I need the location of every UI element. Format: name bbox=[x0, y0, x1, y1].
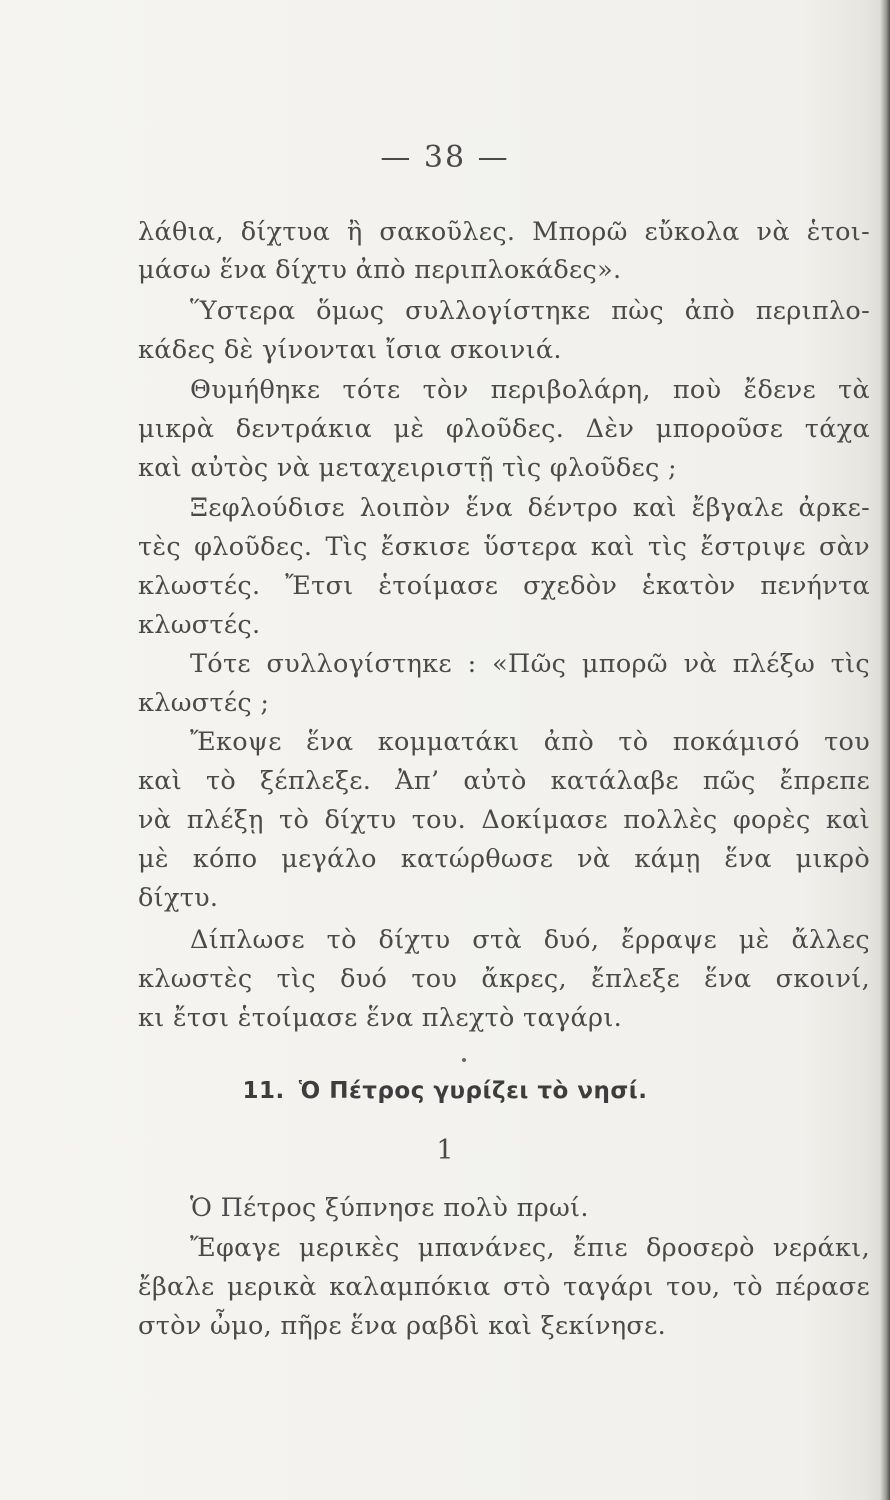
text-line: δίχτυ. bbox=[138, 883, 219, 913]
text-line: κλωστές. bbox=[138, 610, 261, 640]
text-line: κλωστές. Ἔτσι ἑτοίμασε σχεδὸν ἑκατὸν πενήντα bbox=[138, 571, 870, 601]
text-line: Δίπλωσε τὸ δίχτυ στὰ δυό, ἔρραψε μὲ ἄλλες bbox=[190, 925, 870, 955]
page-number: — 38 — bbox=[380, 140, 510, 175]
section-number: 11. bbox=[242, 1078, 285, 1104]
text-line: μάσω ἕνα δίχτυ ἀπὸ περιπλοκάδες». bbox=[138, 255, 622, 285]
text-line: τὲς φλοῦδες. Τὶς ἔσκισε ὕστερα καὶ τὶς ἔστριψε σὰν bbox=[138, 532, 870, 562]
text-line: Ὕστερα ὅμως συλλογίστηκε πὼς ἀπὸ περιπλο- bbox=[190, 296, 870, 326]
text-line: Ἔκοψε ἕνα κομματάκι ἀπὸ τὸ ποκάμισό του bbox=[190, 727, 870, 757]
text-line: στὸν ὦμο, πῆρε ἕνα ραβδὶ καὶ ξεκίνησε. bbox=[138, 1311, 667, 1341]
text-line: λάθια, δίχτυα ἢ σακοῦλες. Μπορῶ εὔκολα νὰ ἑτοι- bbox=[138, 217, 870, 247]
text-line: κλωστὲς τὶς δυό του ἄκρες, ἔπλεξε ἕνα σκοινί, bbox=[138, 964, 870, 994]
text-line: Ἔφαγε μερικὲς μπανάνες, ἔπιε δροσερὸ νεράκι, bbox=[190, 1233, 870, 1263]
text-line: νὰ πλέξῃ τὸ δίχτυ του. Δοκίμασε πολλὲς φορὲς καὶ bbox=[138, 805, 870, 835]
text-line: Ὁ Πέτρος ξύπνησε πολὺ πρωί. bbox=[190, 1193, 589, 1223]
text-line: μικρὰ δεντράκια μὲ φλοῦδες. Δὲν μποροῦσε τάχα bbox=[138, 414, 870, 444]
text-line: κλωστές ; bbox=[138, 688, 270, 718]
text-line: Θυμήθηκε τότε τὸν περιβολάρη, ποὺ ἔδενε τὰ bbox=[190, 375, 870, 405]
text-line: καὶ αὐτὸς νὰ μεταχειριστῇ τὶς φλοῦδες ; bbox=[138, 453, 677, 483]
text-line: κι ἔτσι ἑτοίμασε ἕνα πλεχτὸ ταγάρι. bbox=[138, 1003, 623, 1033]
subsection-number: 1 bbox=[436, 1135, 454, 1166]
text-line: καὶ τὸ ξέπλεξε. Ἀπ’ αὐτὸ κατάλαβε πῶς ἔπρεπε bbox=[138, 766, 870, 796]
separator-dot bbox=[462, 1058, 466, 1062]
text-line: Τότε συλλογίστηκε : «Πῶς μπορῶ νὰ πλέξω τὶς bbox=[190, 649, 870, 679]
text-line: Ξεφλούδισε λοιπὸν ἕνα δέντρο καὶ ἔβγαλε ἀρκε- bbox=[190, 493, 870, 523]
text-line: ἔβαλε μερικὰ καλαμπόκια στὸ ταγάρι του, τὸ πέρασε bbox=[138, 1272, 870, 1302]
section-title-text: Ὁ Πέτρος γυρίζει τὸ νησί. bbox=[298, 1078, 648, 1104]
text-line: μὲ κόπο μεγάλο κατώρθωσε νὰ κάμῃ ἕνα μικρὸ bbox=[138, 844, 870, 874]
text-line: κάδες δὲ γίνονται ἴσια σκοινιά. bbox=[138, 335, 562, 365]
section-title bbox=[0, 1078, 890, 1104]
page-edge-shadow bbox=[880, 0, 890, 1500]
